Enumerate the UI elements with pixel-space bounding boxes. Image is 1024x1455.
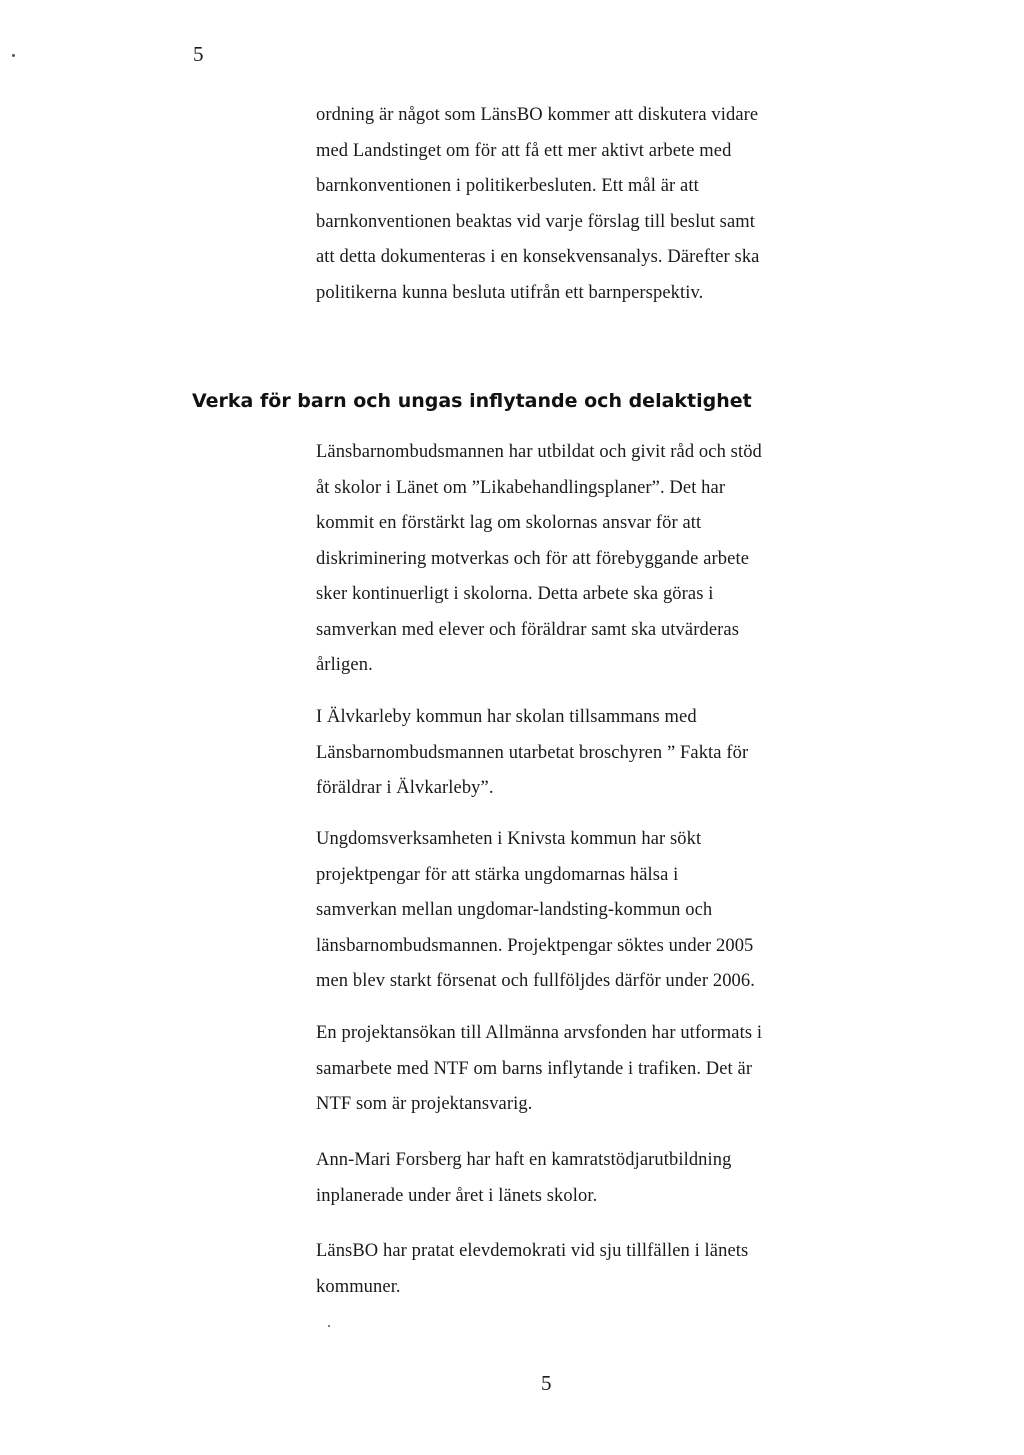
text-line: barnkonventionen beaktas vid varje förslag till beslut samt: [316, 211, 755, 232]
text-line: NTF som är projektansvarig.: [316, 1094, 533, 1114]
paragraph-knivsta: [316, 822, 916, 1000]
text-line: politikerna kunna besluta utifrån ett barnperspektiv.: [316, 282, 704, 303]
page-number-bottom: 5: [541, 1371, 552, 1395]
text-line: En projektansökan till Allmänna arvsfonden har utformats i: [316, 1023, 763, 1043]
paragraph-likabehandling: [316, 435, 916, 684]
text-line: samarbete med NTF om barns inflytande i trafiken. Det är: [316, 1058, 753, 1079]
text-line: inplanerade under året i länets skolor.: [316, 1185, 598, 1206]
scan-speck-top: [12, 54, 15, 57]
text-line: Länsbarnombudsmannen utarbetat broschyren ” Fakta för: [316, 742, 749, 763]
text-line: att detta dokumenteras i en konsekvensanalys. Därefter ska: [316, 247, 760, 267]
text-line: Länsbarnombudsmannen har utbildat och givit råd och stöd: [316, 442, 762, 462]
section-heading: Verka för barn och ungas inflytande och delaktighet: [192, 390, 752, 412]
text-line: Ungdomsverksamheten i Knivsta kommun har sökt: [316, 829, 702, 849]
text-line: sker kontinuerligt i skolorna. Detta arbete ska göras i: [316, 584, 714, 604]
intro-paragraph: [316, 98, 916, 311]
text-line: samverkan mellan ungdomar-landsting-kommun och: [316, 900, 713, 920]
paragraph-elevdemokrati: [316, 1234, 916, 1305]
scan-speck-bottom: [328, 1325, 330, 1327]
text-line: I Älvkarleby kommun har skolan tillsammans med: [316, 707, 697, 727]
text-line: årligen.: [316, 655, 373, 675]
text-line: länsbarnombudsmannen. Projektpengar söktes under 2005: [316, 935, 754, 956]
text-line: projektpengar för att stärka ungdomarnas hälsa i: [316, 864, 679, 885]
text-line: åt skolor i Länet om ”Likabehandlingsplaner”. Det har: [316, 477, 726, 498]
text-line: Ann-Mari Forsberg har haft en kamratstödjarutbildning: [316, 1150, 732, 1170]
text-line: ordning är något som LänsBO kommer att diskutera vidare: [316, 105, 759, 125]
text-line: föräldrar i Älvkarleby”.: [316, 778, 494, 798]
paragraph-alvkarleby: [316, 700, 916, 807]
text-line: diskriminering motverkas och för att förebyggande arbete: [316, 548, 750, 569]
text-line: barnkonventionen i politikerbesluten. Ett mål är att: [316, 176, 699, 196]
paragraph-arvsfonden: [316, 1016, 916, 1123]
text-line: med Landstinget om för att få ett mer aktivt arbete med: [316, 140, 732, 161]
paragraph-kamratstod: [316, 1143, 916, 1214]
text-line: kommuner.: [316, 1276, 401, 1297]
text-line: kommit en förstärkt lag om skolornas ansvar för att: [316, 513, 702, 533]
text-line: samverkan med elever och föräldrar samt ska utvärderas: [316, 619, 740, 640]
text-line: LänsBO har pratat elevdemokrati vid sju tillfällen i länets: [316, 1241, 749, 1261]
page-number-top: 5: [193, 42, 204, 66]
text-line: men blev starkt försenat och fullföljdes därför under 2006.: [316, 971, 755, 991]
